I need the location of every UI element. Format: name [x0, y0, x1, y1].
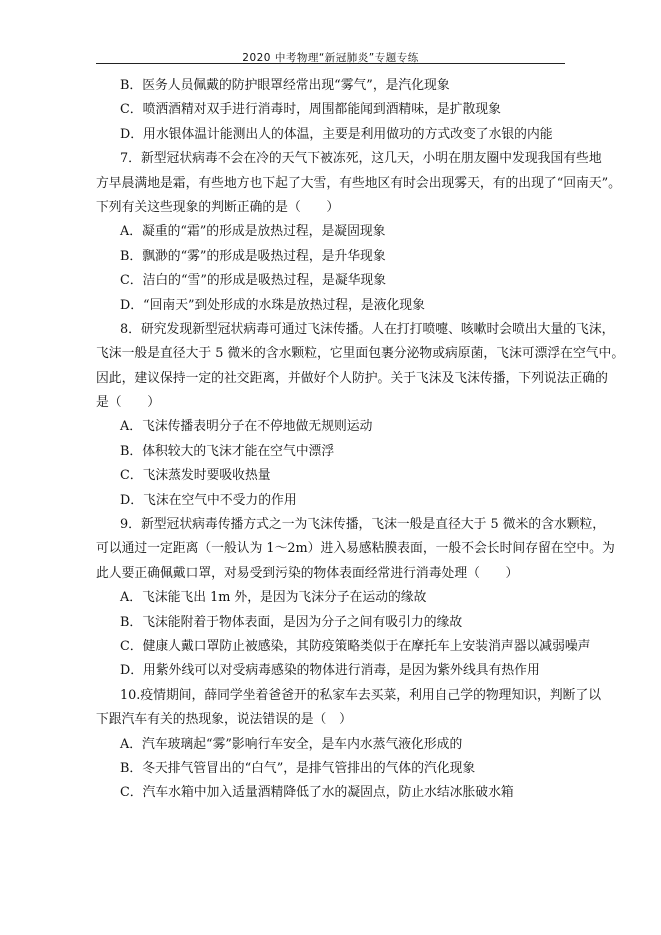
option-line: A．飞沫能飞出 1m 外，是因为飞沫分子在运动的缘故	[120, 590, 427, 606]
question-stem-line: 飞沫一般是直径大于 5 微米的含水颗粒，它里面包裹分泌物或病原菌，飞沫可漂浮在空气中。	[96, 346, 625, 362]
option-line: A．飞沫传播表明分子在不停地做无规则运动	[120, 419, 373, 435]
option-line: D．飞沫在空气中不受力的作用	[120, 492, 297, 508]
question-stem-line: 因此，建议保持一定的社交距离，并做好个人防护。关于飞沫及飞沫传播，下列说法正确的	[96, 370, 608, 386]
question-stem-line: 方早晨满地是霜，有些地方也下起了大雪，有些地区有时会出现雾天，有的出现了“回南天”。	[96, 175, 621, 191]
question-stem-line: 下列有关这些现象的判断正确的是（ ）	[96, 199, 340, 215]
question-8-stem: 8．研究发现新型冠状病毒可通过飞沫传播。人在打打喷嚏、咳嗽时会喷出大量的飞沫，	[120, 321, 615, 337]
question-9-stem: 9．新型冠状病毒传播方式之一为飞沫传播，飞沫一般是直径大于 5 微米的含水颗粒，	[120, 517, 606, 533]
option-line: C．汽车水箱中加入适量酒精降低了水的凝固点，防止水结冰胀破水箱	[120, 785, 514, 801]
option-line: B．体积较大的飞沫才能在空气中漂浮	[120, 443, 335, 459]
option-line: C．洁白的“雪”的形成是吸热过程，是凝华现象	[120, 273, 387, 289]
page-header: 2020 中考物理“新冠肺炎”专题专练	[242, 52, 419, 64]
option-line: C．喷洒酒精对双手进行消毒时，周围都能闻到酒精味，是扩散现象	[120, 102, 501, 118]
option-line: C．飞沫蒸发时要吸收热量	[120, 468, 271, 484]
option-line: D．“回南天”到处形成的水珠是放热过程，是液化现象	[120, 297, 425, 313]
question-stem-line: 此人要正确佩戴口罩，对易受到污染的物体表面经常进行消毒处理（ ）	[96, 565, 519, 581]
option-line: B．医务人员佩戴的防护眼罩经常出现“雾气”，是汽化现象	[120, 78, 450, 93]
option-line: D．用水银体温计能测出人的体温，主要是利用做功的方式改变了水银的内能	[120, 126, 553, 142]
question-7-stem: 7．新型冠状病毒不会在冷的天气下被冻死，这几天，小明在朋友圈中发现我国有些地	[120, 151, 602, 167]
header-divider	[96, 63, 565, 64]
option-line: A．汽车玻璃起“雾”影响行车安全，是车内水蒸气液化形成的	[120, 736, 463, 752]
option-line: B．飘渺的“雾”的形成是吸热过程，是升华现象	[120, 248, 386, 264]
option-line: B．冬天排气管冒出的“白气”，是排气管排出的气体的汽化现象	[120, 760, 476, 776]
option-line: B．飞沫能附着于物体表面，是因为分子之间有吸引力的缘故	[120, 614, 463, 630]
option-line: C．健康人戴口罩防止被感染，其防疫策略类似于在摩托车上安装消声器以减弱噪声	[120, 638, 591, 654]
question-stem-line: 下跟汽车有关的热现象，说法错误的是（ ）	[96, 712, 352, 728]
option-line: A．凝重的“霜”的形成是放热过程，是凝固现象	[120, 224, 386, 240]
document-body	[96, 74, 625, 806]
question-stem-line: 可以通过一定距离（一般认为 1～2m）进入易感粘膜表面，一般不会长时间存留在空中。为	[96, 541, 615, 557]
option-line: D．用紫外线可以对受病毒感染的物体进行消毒，是因为紫外线具有热作用	[120, 663, 540, 679]
question-stem-line: 是（ ）	[96, 395, 160, 411]
question-10-stem: 10.疫情期间，薛同学坐着爸爸开的私家车去买菜，利用自己学的物理知识，判断了以	[120, 687, 602, 703]
